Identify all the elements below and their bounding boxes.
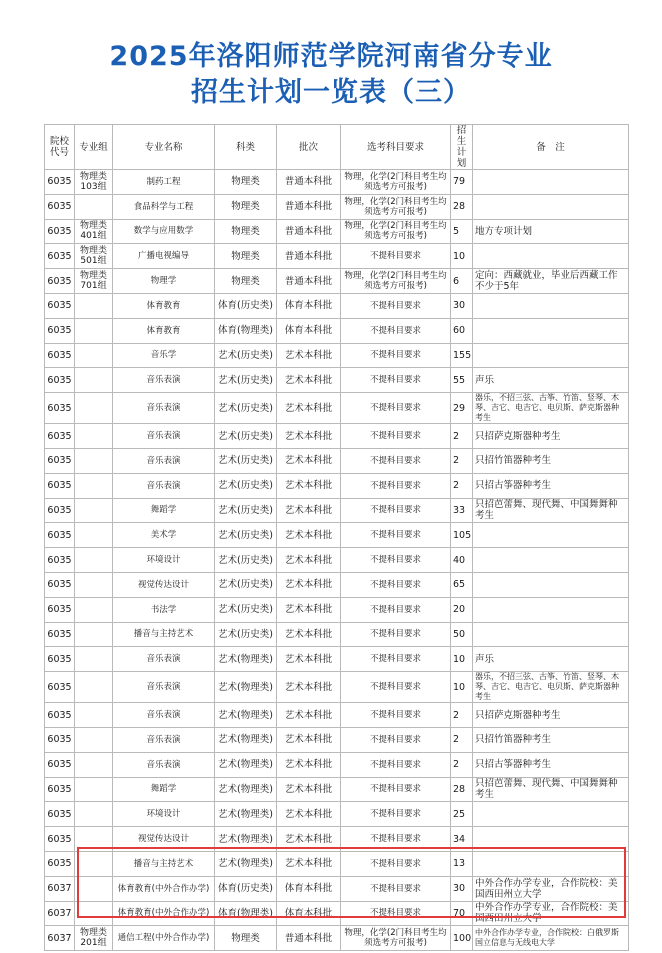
header-category: 科类: [215, 125, 277, 170]
plan-cell: 79: [451, 170, 473, 195]
remark-cell: [473, 851, 629, 876]
plan-cell: 10: [451, 244, 473, 269]
major-cell: 环境设计: [113, 802, 215, 827]
batch-cell: 艺术本科批: [277, 752, 341, 777]
table-row: [45, 343, 629, 368]
code-cell: 6035: [45, 170, 75, 195]
code-cell: 6035: [45, 548, 75, 573]
major-cell: 书法学: [113, 597, 215, 622]
major-cell: 音乐表演: [113, 368, 215, 393]
table-row: [45, 703, 629, 728]
group-cell: [75, 876, 113, 901]
major-cell: 视觉传达设计: [113, 827, 215, 852]
group-cell: [75, 901, 113, 926]
table-row: [45, 672, 629, 703]
group-cell: [75, 752, 113, 777]
remark-cell: 只招芭蕾舞、现代舞、中国舞舞种考生: [473, 777, 629, 802]
code-cell: 6035: [45, 727, 75, 752]
subject-req-cell: 不提科目要求: [341, 448, 451, 473]
code-cell: 6035: [45, 448, 75, 473]
subject-req-cell: 物理，化学(2门科目考生均须选考方可报考): [341, 194, 451, 219]
major-cell: 体育教育: [113, 318, 215, 343]
category-cell: 艺术(历史类): [215, 548, 277, 573]
plan-cell: 28: [451, 777, 473, 802]
group-cell: [75, 424, 113, 449]
group-cell: [75, 498, 113, 523]
category-cell: 艺术(物理类): [215, 752, 277, 777]
group-cell: [75, 597, 113, 622]
table-row: [45, 523, 629, 548]
code-cell: 6035: [45, 672, 75, 703]
code-cell: 6035: [45, 523, 75, 548]
subject-req-cell: 不提科目要求: [341, 597, 451, 622]
category-cell: 艺术(物理类): [215, 647, 277, 672]
table-row: [45, 269, 629, 294]
remark-cell: [473, 293, 629, 318]
code-cell: 6035: [45, 851, 75, 876]
batch-cell: 艺术本科批: [277, 851, 341, 876]
remark-cell: 只招萨克斯器种考生: [473, 703, 629, 728]
code-cell: 6035: [45, 572, 75, 597]
plan-cell: 5: [451, 219, 473, 244]
group-cell: [75, 622, 113, 647]
header-batch: 批次: [277, 125, 341, 170]
category-cell: 体育(物理类): [215, 901, 277, 926]
major-cell: 音乐表演: [113, 647, 215, 672]
code-cell: 6035: [45, 219, 75, 244]
header-major: 专业名称: [113, 125, 215, 170]
major-cell: 数学与应用数学: [113, 219, 215, 244]
subject-req-cell: 物理，化学(2门科目考生均须选考方可报考): [341, 926, 451, 951]
major-cell: 视觉传达设计: [113, 572, 215, 597]
batch-cell: 艺术本科批: [277, 424, 341, 449]
plan-cell: 55: [451, 368, 473, 393]
subject-req-cell: 不提科目要求: [341, 777, 451, 802]
table-row: [45, 752, 629, 777]
category-cell: 艺术(物理类): [215, 672, 277, 703]
remark-cell: 只招芭蕾舞、现代舞、中国舞舞种考生: [473, 498, 629, 523]
batch-cell: 艺术本科批: [277, 523, 341, 548]
subject-req-cell: 不提科目要求: [341, 851, 451, 876]
plan-cell: 10: [451, 647, 473, 672]
plan-cell: 40: [451, 548, 473, 573]
plan-cell: 2: [451, 473, 473, 498]
group-cell: [75, 343, 113, 368]
table-row: [45, 901, 629, 926]
table-row: [45, 293, 629, 318]
code-cell: 6035: [45, 368, 75, 393]
remark-cell: [473, 244, 629, 269]
category-cell: 艺术(历史类): [215, 424, 277, 449]
remark-cell: 中外合作办学专业，合作院校：美国西田州立大学: [473, 901, 629, 926]
remark-cell: 只招竹笛器种考生: [473, 727, 629, 752]
major-cell: 舞蹈学: [113, 498, 215, 523]
page-title-line2: 招生计划一览表（三）: [191, 77, 471, 108]
batch-cell: 艺术本科批: [277, 777, 341, 802]
group-cell: [75, 777, 113, 802]
major-cell: 音乐表演: [113, 448, 215, 473]
major-cell: 播音与主持艺术: [113, 622, 215, 647]
code-cell: 6035: [45, 194, 75, 219]
table-row: [45, 876, 629, 901]
group-cell: [75, 572, 113, 597]
table-row: [45, 597, 629, 622]
category-cell: 艺术(物理类): [215, 703, 277, 728]
batch-cell: 普通本科批: [277, 170, 341, 195]
code-cell: 6035: [45, 393, 75, 424]
subject-req-cell: 不提科目要求: [341, 318, 451, 343]
code-cell: 6035: [45, 498, 75, 523]
group-cell: 物理类401组: [75, 219, 113, 244]
remark-cell: 地方专项计划: [473, 219, 629, 244]
table-row: [45, 368, 629, 393]
code-cell: 6035: [45, 269, 75, 294]
code-cell: 6035: [45, 244, 75, 269]
batch-cell: 普通本科批: [277, 194, 341, 219]
group-cell: [75, 393, 113, 424]
group-cell: [75, 802, 113, 827]
code-cell: 6037: [45, 901, 75, 926]
plan-cell: 34: [451, 827, 473, 852]
subject-req-cell: 物理，化学(2门科目考生均须选考方可报考): [341, 269, 451, 294]
major-cell: 制药工程: [113, 170, 215, 195]
batch-cell: 体育本科批: [277, 876, 341, 901]
plan-cell: 30: [451, 876, 473, 901]
major-cell: 通信工程(中外合作办学): [113, 926, 215, 951]
code-cell: 6037: [45, 926, 75, 951]
table-row: [45, 926, 629, 951]
header-plan: 招生计划: [451, 125, 473, 170]
batch-cell: 艺术本科批: [277, 572, 341, 597]
category-cell: 艺术(历史类): [215, 597, 277, 622]
remark-cell: [473, 194, 629, 219]
category-cell: 体育(历史类): [215, 293, 277, 318]
plan-cell: 28: [451, 194, 473, 219]
code-cell: 6035: [45, 597, 75, 622]
group-cell: 物理类501组: [75, 244, 113, 269]
category-cell: 艺术(物理类): [215, 802, 277, 827]
plan-cell: 13: [451, 851, 473, 876]
plan-cell: 30: [451, 293, 473, 318]
batch-cell: 艺术本科批: [277, 343, 341, 368]
batch-cell: 体育本科批: [277, 318, 341, 343]
header-group: 专业组: [75, 125, 113, 170]
plan-cell: 2: [451, 727, 473, 752]
group-cell: 物理类103组: [75, 170, 113, 195]
major-cell: 体育教育(中外合作办学): [113, 901, 215, 926]
plan-cell: 65: [451, 572, 473, 597]
category-cell: 物理类: [215, 244, 277, 269]
table-row: [45, 424, 629, 449]
category-cell: 体育(物理类): [215, 318, 277, 343]
code-cell: 6035: [45, 318, 75, 343]
category-cell: 艺术(物理类): [215, 727, 277, 752]
category-cell: 艺术(历史类): [215, 473, 277, 498]
major-cell: 音乐表演: [113, 393, 215, 424]
table-row: [45, 777, 629, 802]
plan-cell: 20: [451, 597, 473, 622]
batch-cell: 艺术本科批: [277, 393, 341, 424]
category-cell: 体育(历史类): [215, 876, 277, 901]
subject-req-cell: 不提科目要求: [341, 727, 451, 752]
remark-cell: [473, 802, 629, 827]
subject-req-cell: 不提科目要求: [341, 548, 451, 573]
category-cell: 艺术(物理类): [215, 777, 277, 802]
subject-req-cell: 不提科目要求: [341, 523, 451, 548]
remark-cell: [473, 572, 629, 597]
category-cell: 物理类: [215, 194, 277, 219]
subject-req-cell: 不提科目要求: [341, 802, 451, 827]
table-row: [45, 851, 629, 876]
remark-cell: 声乐: [473, 368, 629, 393]
remark-cell: 只招萨克斯器种考生: [473, 424, 629, 449]
code-cell: 6035: [45, 622, 75, 647]
table-row: [45, 548, 629, 573]
batch-cell: 艺术本科批: [277, 727, 341, 752]
table-row: [45, 219, 629, 244]
plan-cell: 70: [451, 901, 473, 926]
group-cell: [75, 293, 113, 318]
subject-req-cell: 不提科目要求: [341, 244, 451, 269]
code-cell: 6035: [45, 647, 75, 672]
table-row: [45, 802, 629, 827]
remark-cell: 只招古筝器种考生: [473, 473, 629, 498]
group-cell: [75, 194, 113, 219]
code-cell: 6035: [45, 777, 75, 802]
subject-req-cell: 不提科目要求: [341, 672, 451, 703]
table-row: [45, 244, 629, 269]
major-cell: 舞蹈学: [113, 777, 215, 802]
code-cell: 6035: [45, 703, 75, 728]
batch-cell: 普通本科批: [277, 269, 341, 294]
major-cell: 音乐表演: [113, 473, 215, 498]
table-row: [45, 572, 629, 597]
header-code: 院校代号: [45, 125, 75, 170]
category-cell: 艺术(物理类): [215, 827, 277, 852]
subject-req-cell: 不提科目要求: [341, 498, 451, 523]
table-row: [45, 393, 629, 424]
batch-cell: 艺术本科批: [277, 548, 341, 573]
remark-cell: 只招竹笛器种考生: [473, 448, 629, 473]
major-cell: 体育教育(中外合作办学): [113, 876, 215, 901]
plan-cell: 50: [451, 622, 473, 647]
group-cell: 物理类701组: [75, 269, 113, 294]
subject-req-cell: 不提科目要求: [341, 572, 451, 597]
code-cell: 6035: [45, 473, 75, 498]
remark-cell: 器乐，不招三弦、古筝、竹笛、竖琴、木琴、吉它、电吉它、电贝斯、萨克斯器种考生: [473, 393, 629, 424]
plan-cell: 60: [451, 318, 473, 343]
subject-req-cell: 不提科目要求: [341, 293, 451, 318]
major-cell: 音乐表演: [113, 727, 215, 752]
major-cell: 播音与主持艺术: [113, 851, 215, 876]
batch-cell: 体育本科批: [277, 901, 341, 926]
remark-cell: [473, 548, 629, 573]
remark-cell: 器乐，不招三弦、古筝、竹笛、竖琴、木琴、吉它、电吉它、电贝斯、萨克斯器种考生: [473, 672, 629, 703]
batch-cell: 艺术本科批: [277, 703, 341, 728]
group-cell: 物理类201组: [75, 926, 113, 951]
group-cell: [75, 473, 113, 498]
remark-cell: 只招古筝器种考生: [473, 752, 629, 777]
major-cell: 音乐表演: [113, 672, 215, 703]
batch-cell: 艺术本科批: [277, 498, 341, 523]
remark-cell: 定向：西藏就业，毕业后西藏工作不少于5年: [473, 269, 629, 294]
subject-req-cell: 不提科目要求: [341, 827, 451, 852]
plan-cell: 29: [451, 393, 473, 424]
subject-req-cell: 不提科目要求: [341, 343, 451, 368]
plan-cell: 6: [451, 269, 473, 294]
category-cell: 艺术(历史类): [215, 498, 277, 523]
major-cell: 体育教育: [113, 293, 215, 318]
batch-cell: 艺术本科批: [277, 827, 341, 852]
table-row: [45, 448, 629, 473]
batch-cell: 体育本科批: [277, 293, 341, 318]
category-cell: 艺术(物理类): [215, 851, 277, 876]
subject-req-cell: 不提科目要求: [341, 473, 451, 498]
code-cell: 6037: [45, 876, 75, 901]
subject-req-cell: 不提科目要求: [341, 703, 451, 728]
remark-cell: [473, 343, 629, 368]
subject-req-cell: 不提科目要求: [341, 424, 451, 449]
plan-cell: 10: [451, 672, 473, 703]
table-row: [45, 170, 629, 195]
major-cell: 广播电视编导: [113, 244, 215, 269]
code-cell: 6035: [45, 424, 75, 449]
table-body: [45, 170, 629, 951]
remark-cell: 中外合作办学专业，合作院校：白俄罗斯国立信息与无线电大学: [473, 926, 629, 951]
group-cell: [75, 851, 113, 876]
major-cell: 音乐表演: [113, 752, 215, 777]
remark-cell: [473, 597, 629, 622]
code-cell: 6035: [45, 343, 75, 368]
plan-cell: 100: [451, 926, 473, 951]
table-row: [45, 194, 629, 219]
table-header-row: [45, 125, 629, 170]
table-row: [45, 647, 629, 672]
remark-cell: [473, 523, 629, 548]
remark-cell: [473, 827, 629, 852]
major-cell: 音乐表演: [113, 703, 215, 728]
table-row: [45, 727, 629, 752]
table-row: [45, 622, 629, 647]
plan-cell: 2: [451, 448, 473, 473]
code-cell: 6035: [45, 827, 75, 852]
subject-req-cell: 不提科目要求: [341, 393, 451, 424]
plan-cell: 105: [451, 523, 473, 548]
group-cell: [75, 827, 113, 852]
page-title-line1: 2025年洛阳师范学院河南省分专业: [109, 41, 553, 72]
group-cell: [75, 448, 113, 473]
major-cell: 音乐学: [113, 343, 215, 368]
group-cell: [75, 523, 113, 548]
category-cell: 艺术(历史类): [215, 393, 277, 424]
subject-req-cell: 不提科目要求: [341, 368, 451, 393]
category-cell: 艺术(历史类): [215, 523, 277, 548]
category-cell: 艺术(历史类): [215, 572, 277, 597]
category-cell: 物理类: [215, 269, 277, 294]
remark-cell: 声乐: [473, 647, 629, 672]
batch-cell: 普通本科批: [277, 219, 341, 244]
plan-cell: 33: [451, 498, 473, 523]
batch-cell: 艺术本科批: [277, 368, 341, 393]
batch-cell: 艺术本科批: [277, 448, 341, 473]
enrollment-plan-table: [44, 124, 629, 951]
major-cell: 美术学: [113, 523, 215, 548]
subject-req-cell: 物理，化学(2门科目考生均须选考方可报考): [341, 219, 451, 244]
group-cell: [75, 548, 113, 573]
code-cell: 6035: [45, 293, 75, 318]
remark-cell: [473, 318, 629, 343]
subject-req-cell: 物理，化学(2门科目考生均须选考方可报考): [341, 170, 451, 195]
major-cell: 音乐表演: [113, 424, 215, 449]
code-cell: 6035: [45, 752, 75, 777]
group-cell: [75, 703, 113, 728]
table-row: [45, 498, 629, 523]
subject-req-cell: 不提科目要求: [341, 752, 451, 777]
batch-cell: 艺术本科批: [277, 622, 341, 647]
plan-cell: 2: [451, 752, 473, 777]
major-cell: 食品科学与工程: [113, 194, 215, 219]
batch-cell: 艺术本科批: [277, 473, 341, 498]
batch-cell: 艺术本科批: [277, 597, 341, 622]
plan-cell: 2: [451, 424, 473, 449]
category-cell: 物理类: [215, 170, 277, 195]
batch-cell: 普通本科批: [277, 244, 341, 269]
group-cell: [75, 672, 113, 703]
group-cell: [75, 727, 113, 752]
group-cell: [75, 368, 113, 393]
plan-cell: 25: [451, 802, 473, 827]
batch-cell: 普通本科批: [277, 926, 341, 951]
category-cell: 艺术(历史类): [215, 448, 277, 473]
plan-cell: 2: [451, 703, 473, 728]
category-cell: 艺术(历史类): [215, 368, 277, 393]
plan-cell: 155: [451, 343, 473, 368]
header-subject-req: 选考科目要求: [341, 125, 451, 170]
table-row: [45, 827, 629, 852]
subject-req-cell: 不提科目要求: [341, 876, 451, 901]
major-cell: 环境设计: [113, 548, 215, 573]
subject-req-cell: 不提科目要求: [341, 901, 451, 926]
major-cell: 物理学: [113, 269, 215, 294]
group-cell: [75, 647, 113, 672]
group-cell: [75, 318, 113, 343]
remark-cell: [473, 170, 629, 195]
batch-cell: 艺术本科批: [277, 802, 341, 827]
subject-req-cell: 不提科目要求: [341, 647, 451, 672]
table-row: [45, 318, 629, 343]
category-cell: 物理类: [215, 926, 277, 951]
remark-cell: [473, 622, 629, 647]
header-remark: 备 注: [473, 125, 629, 170]
subject-req-cell: 不提科目要求: [341, 622, 451, 647]
category-cell: 艺术(历史类): [215, 343, 277, 368]
batch-cell: 艺术本科批: [277, 647, 341, 672]
remark-cell: 中外合作办学专业，合作院校：美国西田州立大学: [473, 876, 629, 901]
table-row: [45, 473, 629, 498]
category-cell: 物理类: [215, 219, 277, 244]
batch-cell: 艺术本科批: [277, 672, 341, 703]
category-cell: 艺术(历史类): [215, 622, 277, 647]
code-cell: 6035: [45, 802, 75, 827]
